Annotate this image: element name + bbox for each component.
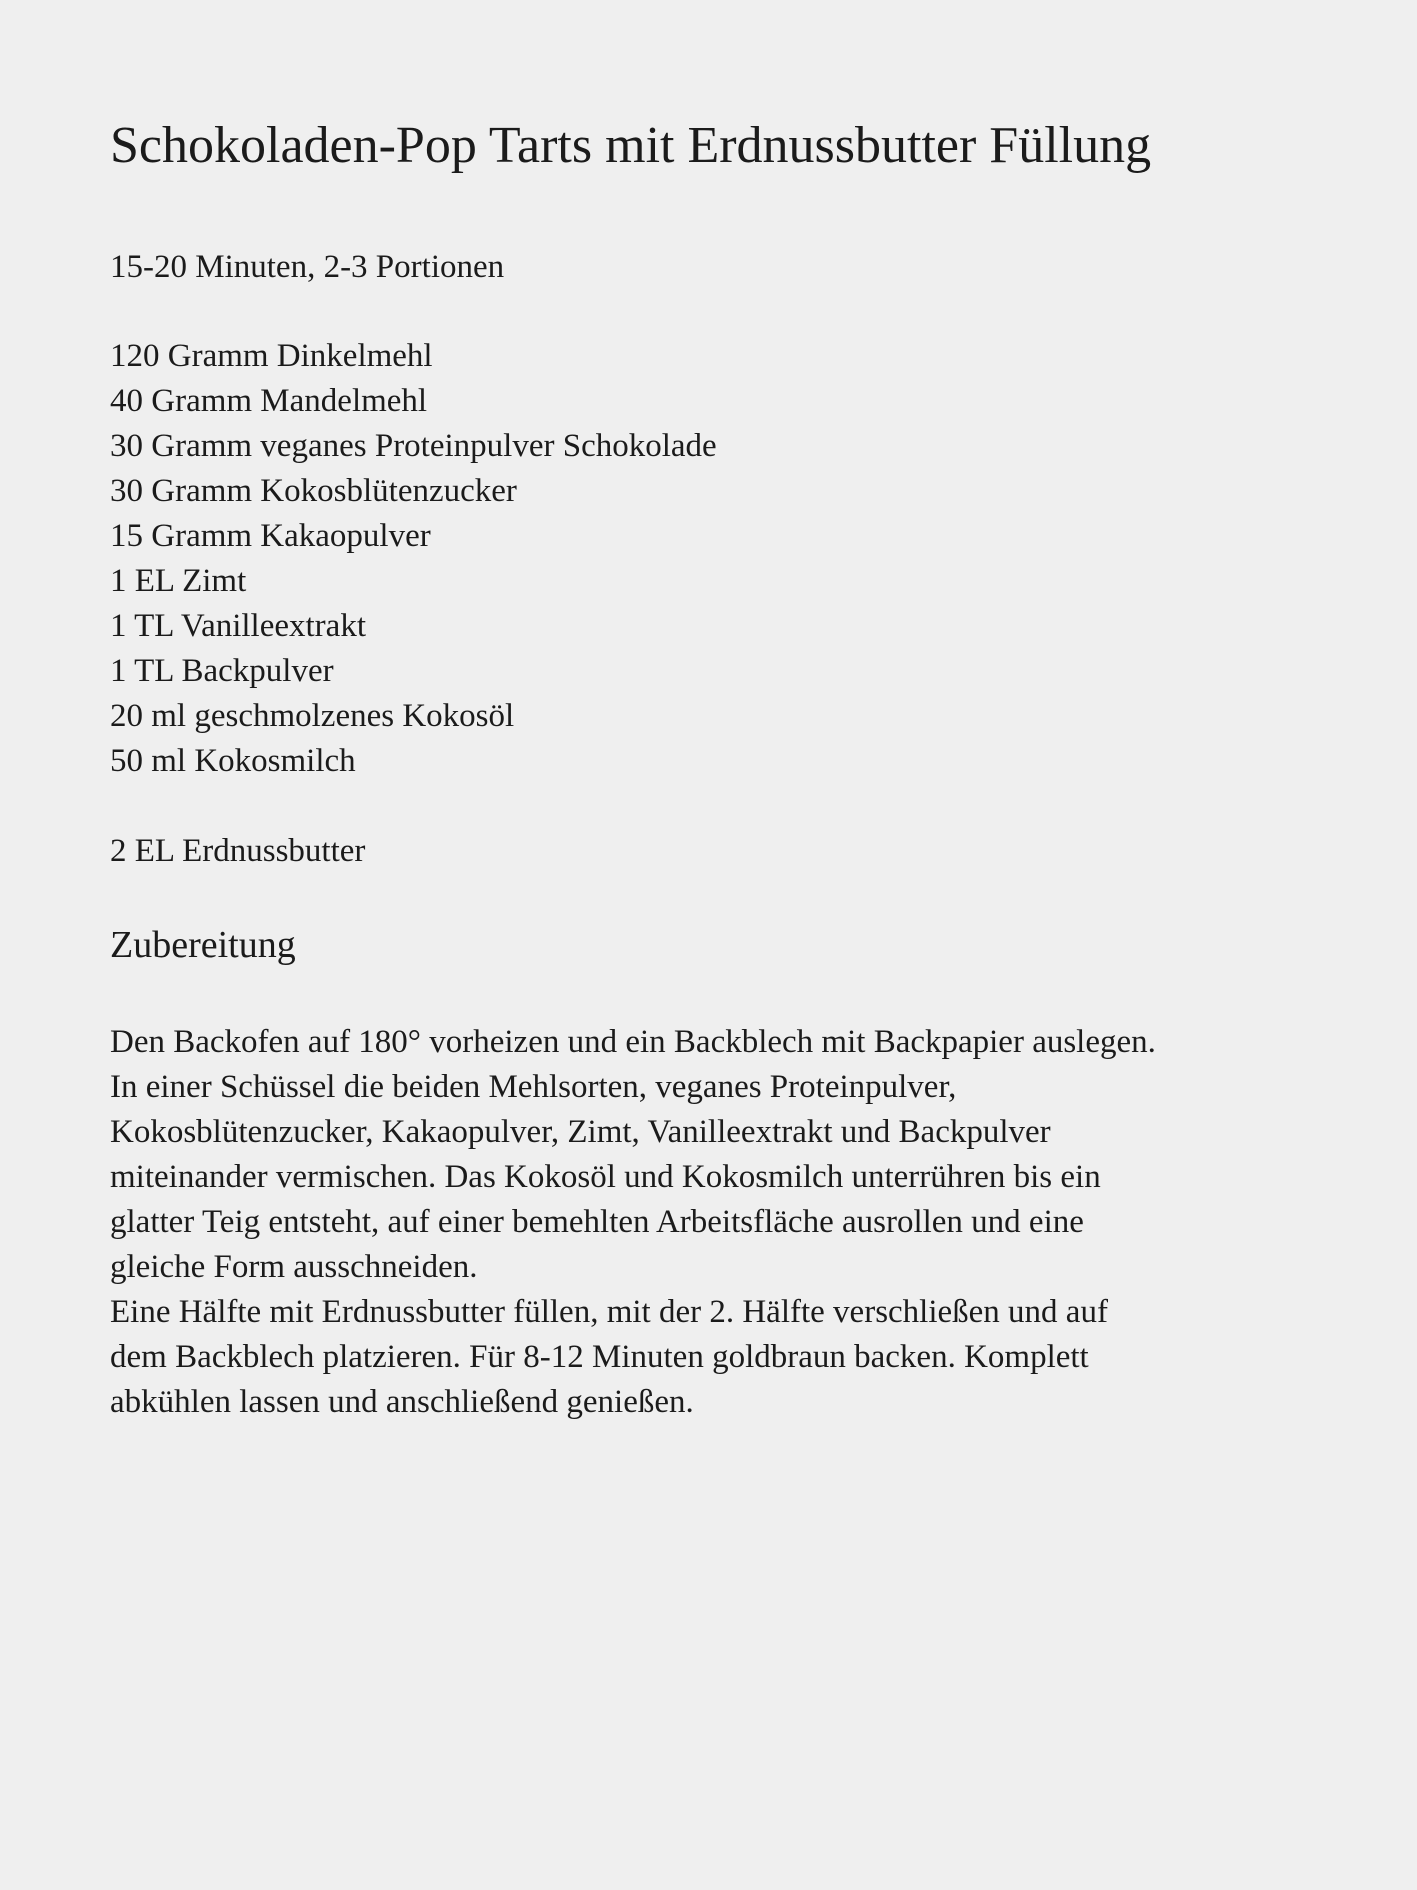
instructions-paragraph-1 [110,1020,1310,1290]
filling-list [110,829,365,874]
instruction-line: abkühlen lassen und anschließend genießen. [110,1384,694,1420]
ingredient-item: 1 TL Backpulver [110,653,334,689]
instruction-line: miteinander vermischen. Das Kokosöl und Kokosmilch unterrühren bis ein [110,1159,1101,1195]
filling-item: 2 EL Erdnussbutter [110,833,366,869]
ingredient-item: 1 TL Vanilleextrakt [110,608,366,644]
instructions [110,1020,1310,1425]
ingredient-item: 50 ml Kokosmilch [110,743,356,779]
instruction-line: gleiche Form ausschneiden. [110,1249,478,1285]
ingredient-item: 20 ml geschmolzenes Kokosöl [110,698,515,734]
preparation-heading: Zubereitung [110,924,296,966]
ingredient-item: 120 Gramm Dinkelmehl [110,338,433,374]
ingredient-item: 30 Gramm veganes Proteinpulver Schokolade [110,428,717,464]
ingredient-item: 30 Gramm Kokosblütenzucker [110,473,517,509]
ingredient-item: 15 Gramm Kakaopulver [110,518,431,554]
instruction-line: Eine Hälfte mit Erdnussbutter füllen, mit der 2. Hälfte verschließen und auf [110,1294,1108,1330]
ingredient-list [110,334,717,784]
instruction-line: dem Backblech platzieren. Für 8-12 Minuten goldbraun backen. Komplett [110,1339,1089,1375]
ingredient-item: 1 EL Zimt [110,563,247,599]
ingredient-item: 40 Gramm Mandelmehl [110,383,428,419]
instruction-line: Den Backofen auf 180° vorheizen und ein Backblech mit Backpapier auslegen. [110,1024,1156,1060]
instruction-line: In einer Schüssel die beiden Mehlsorten, veganes Proteinpulver, [110,1069,957,1105]
instruction-line: glatter Teig entsteht, auf einer bemehlten Arbeitsfläche ausrollen und eine [110,1204,1084,1240]
recipe-meta: 15-20 Minuten, 2-3 Portionen [110,249,505,285]
recipe-title: Schokoladen-Pop Tarts mit Erdnussbutter Füllung [110,117,1152,174]
instruction-line: Kokosblütenzucker, Kakaopulver, Zimt, Vanilleextrakt und Backpulver [110,1114,1051,1150]
instructions-paragraph-2 [110,1290,1310,1425]
